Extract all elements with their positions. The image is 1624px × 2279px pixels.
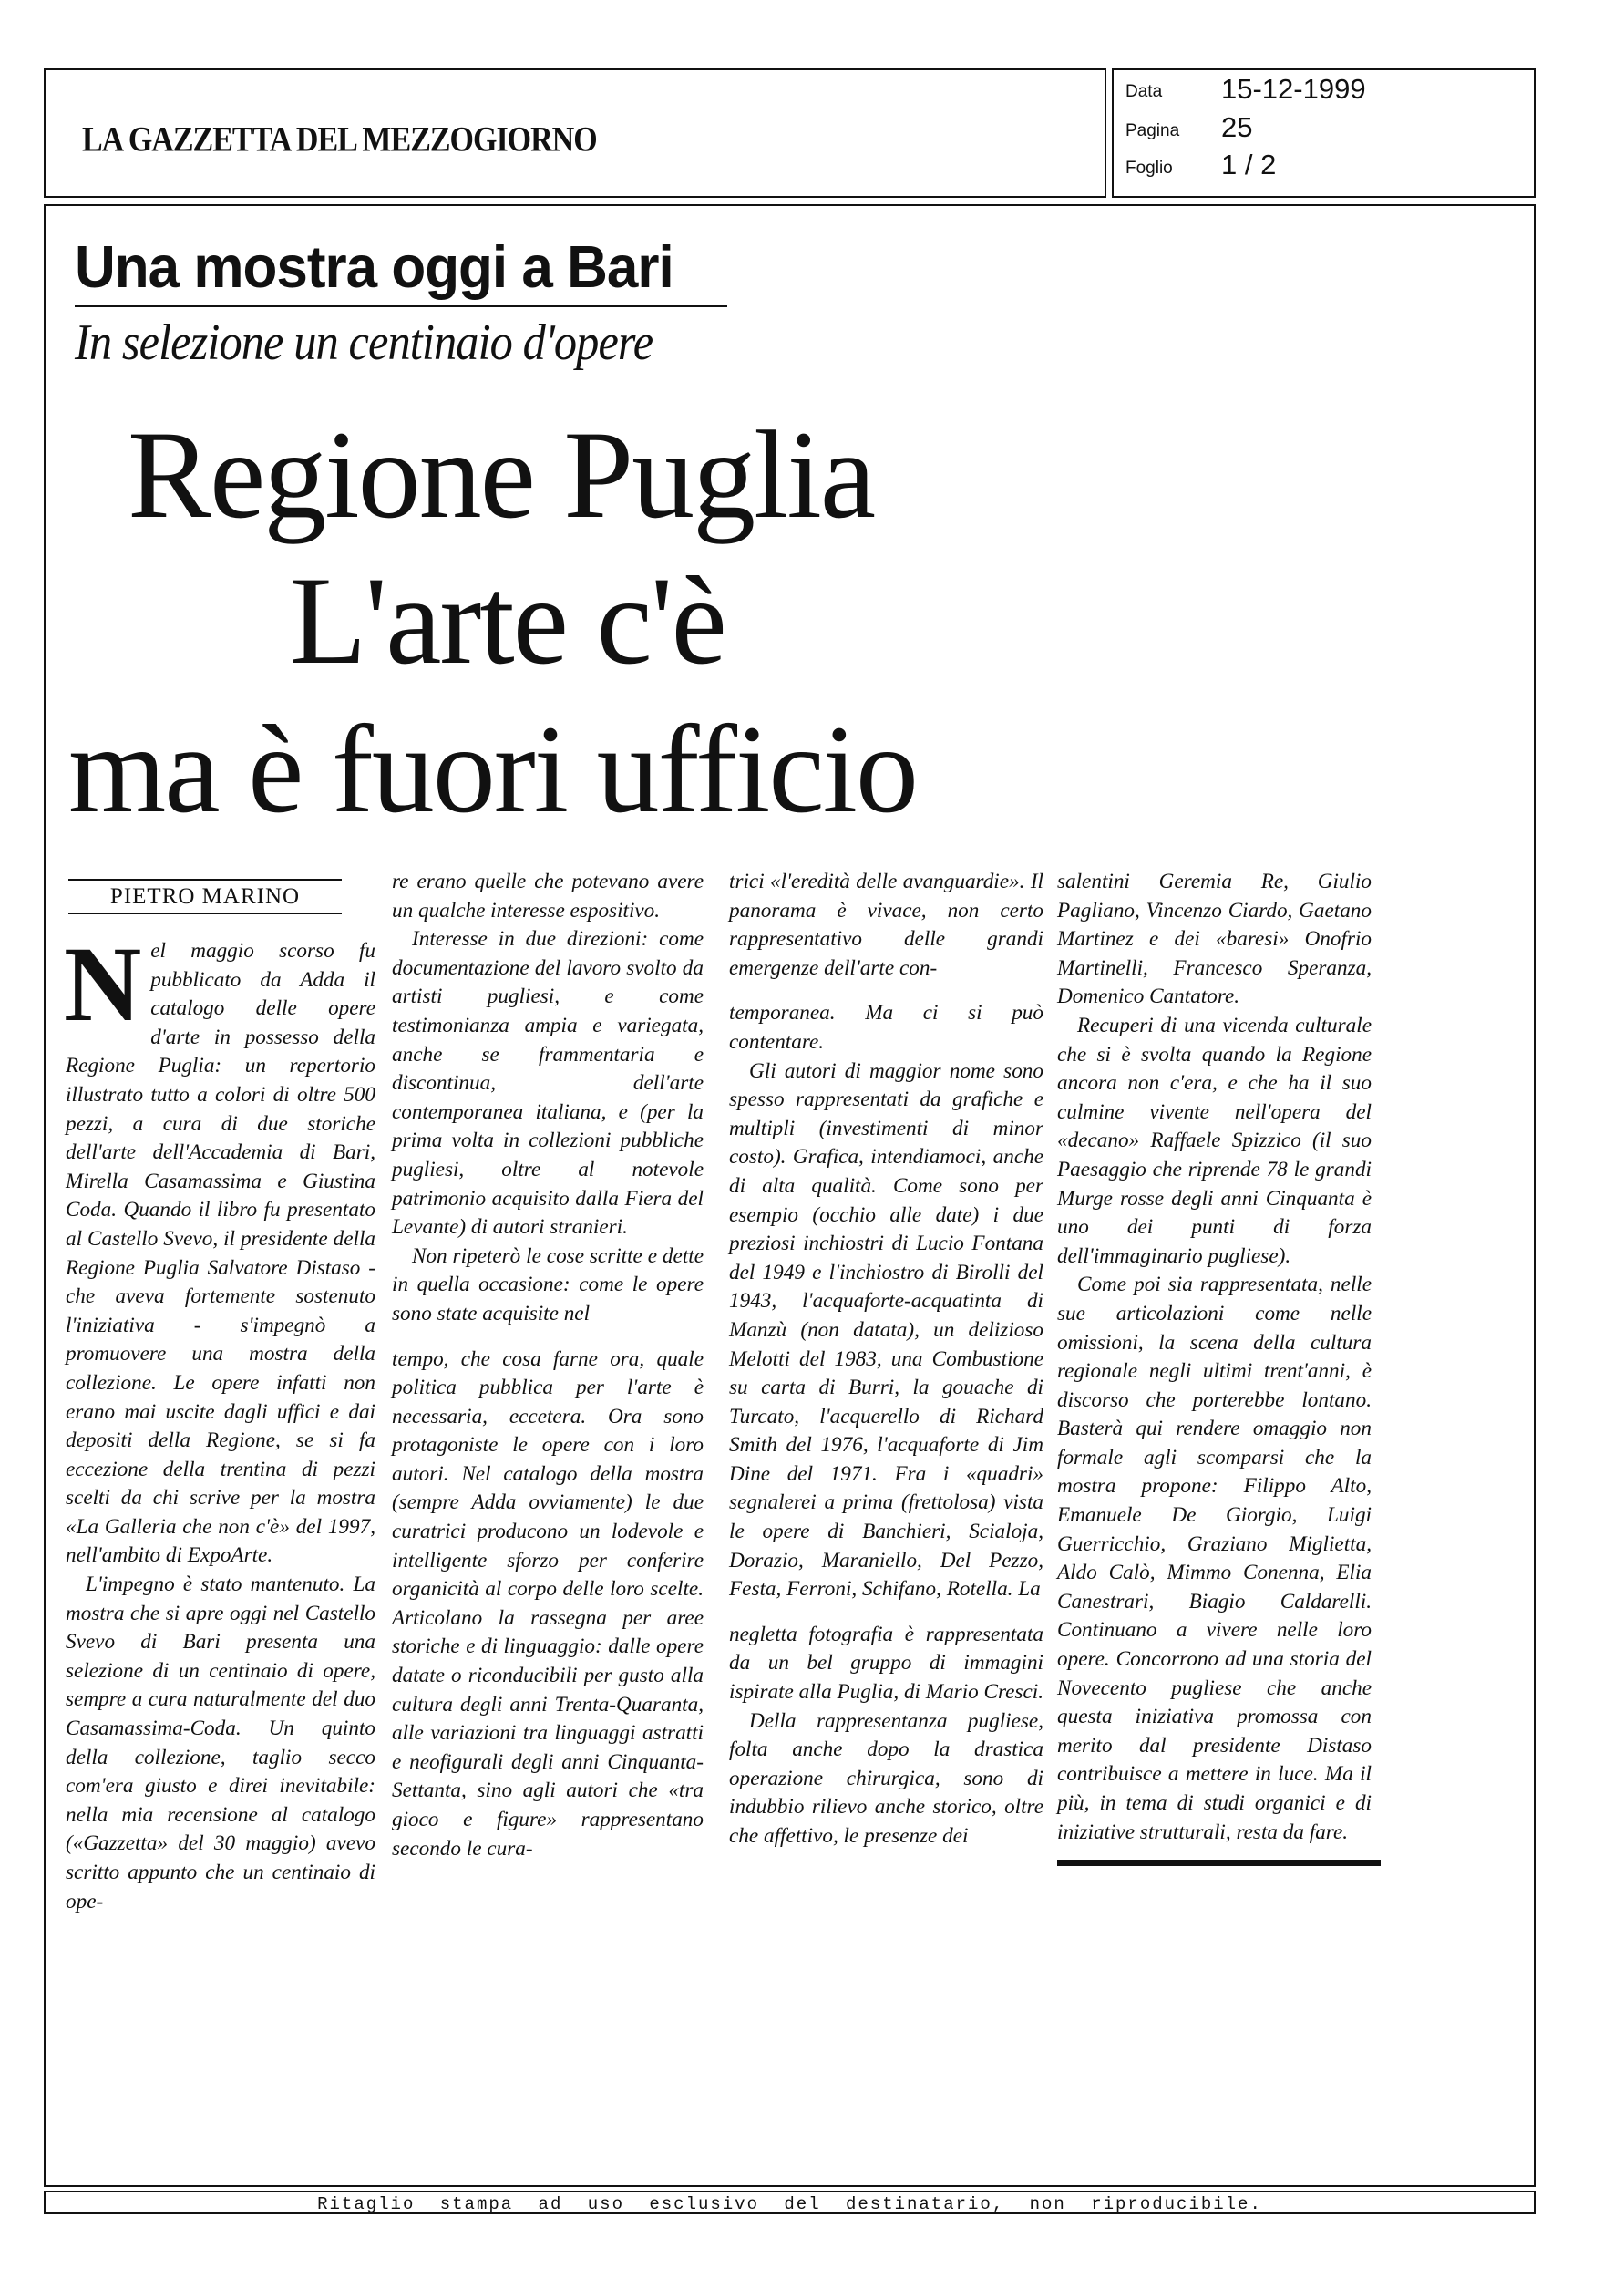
article-column-2 [392,868,704,1863]
article-subhead: In selezione un centinaio d'opere [75,315,653,371]
meta-date-label: Data [1125,82,1163,101]
newspaper-masthead: LA GAZZETTA DEL MEZZOGIORNO [82,120,597,160]
paragraph: Gli autori di maggior nome sono spesso rappresentati da grafiche e multipli (investimenti di minor costo). Grafica, intendiamoci, anche di alta qualità. Come sono per esempio (occhio alle date) i due preziosi inchiostri di Lucio Fontana del 1949 e l'inchiostro di Birolli del 1943, l'acquaforte-acquatinta di Manzù (non datata), un deliziosо Melotti del 1983, una Combustione su carta di Burri, la gouache di Turcato, l'acquerello di Richard Smith del 1976, l'acquaforte di Jim Dine del 1971. Fra i «quadri» segnalerei a prima (frettolosa) vista le opere di Banchieri, Scialoja, Dorazio, Maraniello, Del Pezzo, Festa, Ferroni, Schifano, Rotella. La [729,1058,1043,1602]
byline-rule-top [68,879,342,881]
article-end-rule [1057,1860,1381,1866]
paragraph: L'impegno è stato mantenuto. La mostra che si apre oggi nel Castello Svevo di Bari presenta una selezione di un centinaio di opere, sempre a cura naturalmente del duo Casamassima-Coda. Un quinto della collezione, taglio secco com'era giusto e direi inevitabile: nella mia recensione al catalogo («Gazzetta» del 30 maggio) avevo scritto appunto che un centinaio di ope- [66,1573,375,1913]
article-byline: PIETRO MARINO [109,884,301,909]
headline-line-3: ma è fuori ufficio [68,699,917,839]
paragraph: Non ripeterò le cose scritte e dette in quella occasione: come le opere sono state acquisite nel [392,1243,704,1325]
drop-cap: N [64,924,142,1044]
footer-notice: Ritaglio stampa ad uso esclusivo del destinatario, non riproducibile. [317,2194,1262,2214]
headline-line-1: Regione Puglia [128,405,875,544]
paragraph: tempo, che cosa farne ora, quale politica pubblica per l'arte è necessaria, eccetera. Ora sono protagoniste le opere con i loro autori. Nel catalogo della mostra (sempre Adda ovviamente) le due curatrici producono un lodevole e intelligente sforzo per conferire organicità al corpo delle loro scelte. Articolano la rassegna per aree storiche e di linguaggio: dalle opere datate o riconducibili per gusto alla cultura degli anni Trenta-Quaranta, alle variazioni tra linguaggi astratti e neofigurali degli anni Cinquanta-Settanta, sino agli autori che «tra gioco e figure» rappresentano secondo le cura- [392,1346,704,1861]
kicker-divider [75,305,727,307]
paragraph: Della rappresentanza pugliese, folta anche dopo la drastica operazione chirurgica, sono di indubbio rilievo anche storico, oltre che affettivo, le presenze dei [729,1708,1043,1848]
paragraph: negletta fotografia è rappresentata da un bel gruppo di immagini ispirate alla Puglia, di Mario Cresci. [729,1622,1044,1705]
meta-date-value: 15-12-1999 [1221,73,1366,105]
headline-line-2: L'arte c'è [290,551,725,690]
paragraph: Recuperi di una vicenda culturale che si è svolta quando la Regione ancora non c'era, e che ha il suo culmine vivente nell'opera del «decano» Raffaele Spizzico (il suo Paesaggio che riprende 78 le grandi Murge rosse degli anni Cinquanta è uno dei punti di forza dell'immaginario pugliese). [1057,1013,1372,1268]
paragraph: el maggio scorso fu pubblicato da Adda il catalogo delle opere d'arte in possesso della Regione Puglia: un repertorio illustrato tutto a colori di oltre 500 pezzi, a cura di due storiche dell'arte dell'Accademia di Bari, Mirella Casamassima e Giustina Coda. Quando il libro fu presentato al Castello Svevo, il presidente della Regione Puglia Salvatore Distaso - che aveva fortemente sostenuto l'iniziativa - s'impegnò a promuovere una mostra della collezione. Le opere infatti non erano mai uscite dagli uffici e dai depositi della Regione, se si fa eccezione della trentina di pezzi scelti da chi scrive per la mostra «La Galleria che non c'è» del 1997, nell'ambito di ExpoArte. [66,939,375,1568]
meta-sheet-label: Foglio [1125,159,1173,178]
paragraph: Interesse in due direzioni: come documentazione del lavoro svolto da artisti pugliesi, e come testimonianza ampia e variegata, anche se frammentaria e discontinua, dell'arte contemporanea italiana, e (per la prima volta in collezioni pubbliche pugliesi, oltre al notevole patrimonio acquisito dalla Fiera del Levante) di autori stranieri. [392,927,704,1240]
paragraph: trici «l'eredità delle avanguardie». Il panorama è vivace, non certo rappresentativo delle grandi emergenze dell'arte con- [729,870,1043,980]
paragraph: salentini Geremia Re, Giulio Pagliano, Vincenzo Ciardo, Gaetano Martinez e dei «baresi» Onofrio Martinelli, Francesco Speranza, Domenico Cantatore. [1057,870,1372,1009]
article-kicker: Una mostra oggi a Bari [75,234,673,301]
paragraph: re erano quelle che potevano avere un qualche interesse espositivo. [392,870,704,923]
article-column-1 [64,924,375,1916]
article-column-3 [729,868,1043,1851]
byline-rule-bottom [68,913,342,914]
paragraph: Come poi sia rappresentata, nelle sue articolazioni come nelle omissioni, la scena della cultura regionale negli ultimi trent'anni, è discorso che porterebbe lontano. Basterà qui rendere omaggio non formale agli scomparsi che la mostra propone: Filippo Alto, Emanuele De Giorgio, Luigi Guerricchio, Graziano Miglietta, Aldo Calò, Mimmo Conenna, Elia Canestrari, Biagio Caldarelli. Continuano a vivere nelle loro opere. Concorrono ad una storia del Novecento pugliese che anche questa iniziativa promossa con merito dal presidente Distaso contribuisce a mettere in luce. Ma il più, in tema di studi organici e di iniziative strutturali, resta da fare. [1057,1273,1372,1844]
paragraph: temporanea. Ma ci si può contentare. [729,1001,1043,1054]
meta-page-value: 25 [1221,111,1253,143]
meta-page-label: Pagina [1125,121,1180,140]
article-column-4 [1057,868,1372,1847]
meta-sheet-value: 1 / 2 [1221,149,1277,180]
